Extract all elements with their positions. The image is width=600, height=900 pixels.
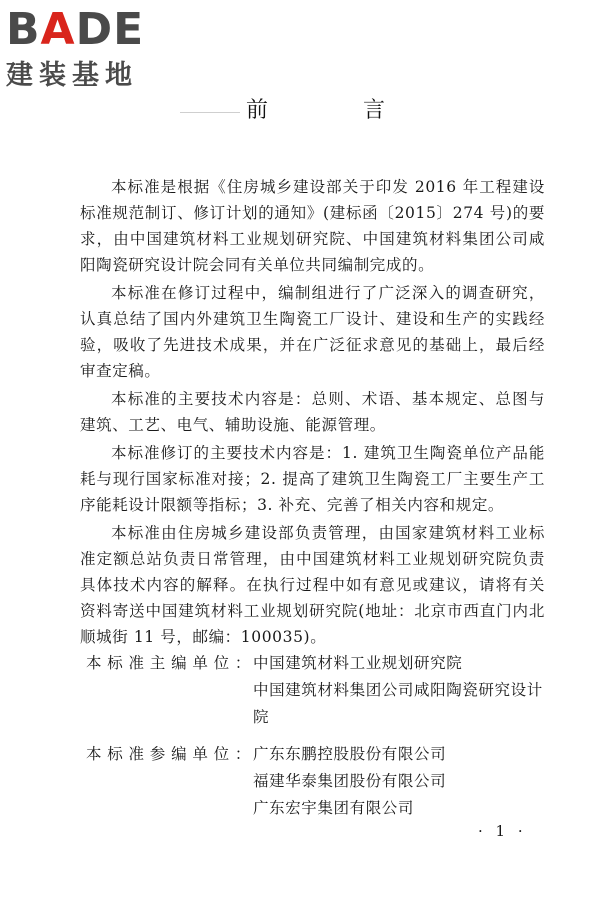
chief-unit-2: 中国建筑材料集团公司咸阳陶瓷研究设计院 [253, 681, 543, 726]
chief-units-label: 本标准主编单位： [86, 654, 251, 672]
paragraph-main-content: 本标准的主要技术内容是：总则、术语、基本规定、总图与建筑、工艺、电气、辅助设施、能源管理。 [80, 390, 545, 434]
page-number: · 1 · [478, 822, 527, 840]
paragraph-revision-process: 本标准在修订过程中，编制组进行了广泛深入的调查研究，认真总结了国内外建筑卫生陶瓷工厂设计、建设和生产的实践经验，吸收了先进技术成果，并在广泛征求意见的基础上，最后经审查定稿。 [80, 284, 545, 380]
participating-units-label: 本标准参编单位： [86, 745, 251, 763]
brand-wordmark [6, 6, 186, 54]
participating-units-row [86, 741, 546, 822]
participating-unit-1: 广东东鹏控股股份有限公司 [253, 745, 447, 763]
brand-letter-a: A [40, 4, 76, 55]
preface-body [80, 174, 545, 652]
brand-logo [6, 6, 186, 94]
units-section [86, 650, 546, 822]
brand-letters-de: DE [75, 4, 145, 55]
chief-units-row [86, 650, 546, 731]
chief-unit-1: 中国建筑材料工业规划研究院 [253, 654, 463, 672]
page-title: 前 言 [246, 98, 429, 123]
chief-units-list [253, 650, 546, 731]
participating-unit-3: 广东宏宇集团有限公司 [253, 799, 415, 817]
paragraph-basis: 本标准是根据《住房城乡建设部关于印发 2016 年工程建设标准规范制订、修订计划的通知》(建标函〔2015〕274 号)的要求，由中国建筑材料工业规划研究院、中国建筑材料集团公司咸阳陶瓷研究设计院会同有关单位共同编制完成的。 [80, 178, 545, 274]
title-divider [180, 112, 240, 113]
participating-unit-2: 福建华泰集团股份有限公司 [253, 772, 447, 790]
paragraph-revision-changes: 本标准修订的主要技术内容是：1. 建筑卫生陶瓷单位产品能耗与现行国家标准对接；2. 提高了建筑卫生陶瓷工厂主要生产工序能耗设计限额等指标；3. 补充、完善了相关内容和规定。 [80, 444, 545, 514]
paragraph-management: 本标准由住房城乡建设部负责管理，由国家建筑材料工业标准定额总站负责日常管理，由中国建筑材料工业规划研究院负责具体技术内容的解释。在执行过程中如有意见或建议，请将有关资料寄送中国建筑材料工业规划研究院(地址：北京市西直门内北顺城街 11 号，邮编：100035)。 [80, 524, 545, 646]
participating-units-list [253, 741, 546, 822]
brand-subtitle: 建装基地 [6, 60, 138, 91]
brand-letter-b: B [6, 4, 41, 55]
